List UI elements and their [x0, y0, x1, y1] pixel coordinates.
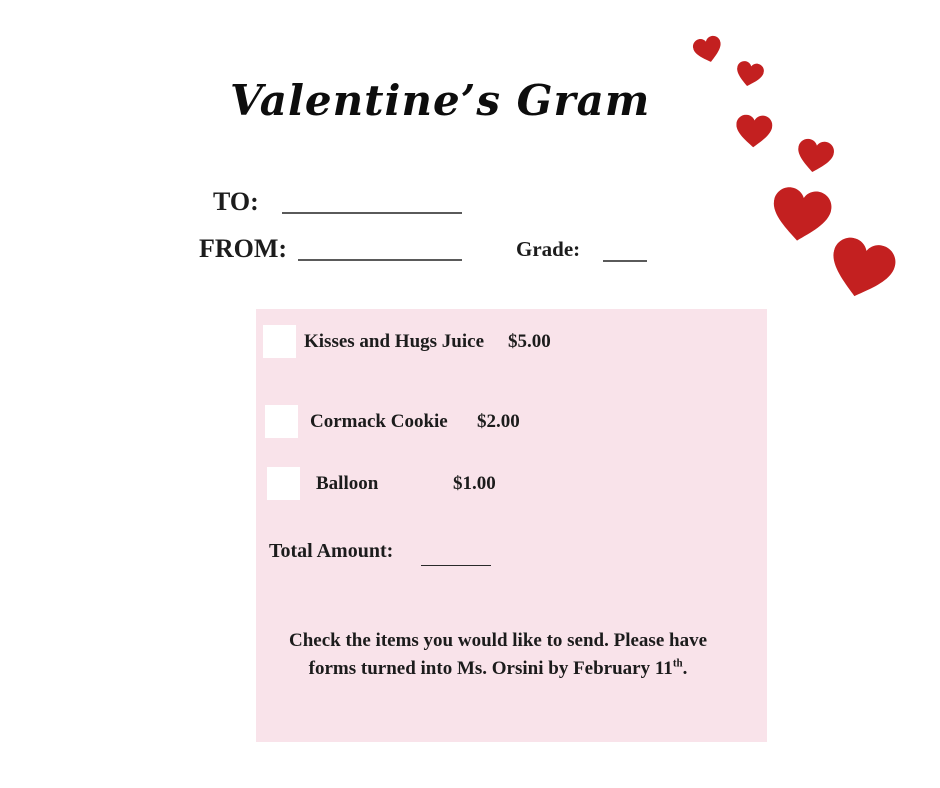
order-form-box: [256, 309, 767, 742]
heart-icon: [794, 137, 835, 176]
total-amount-input-line[interactable]: [421, 565, 491, 566]
to-input-line[interactable]: [282, 212, 462, 214]
heart-icon: [824, 234, 900, 305]
heart-icon: [734, 59, 766, 89]
item-name: Kisses and Hugs Juice: [304, 330, 485, 352]
item-checkbox-cormack-cookie[interactable]: [265, 405, 298, 438]
instructions-line1: Check the items you would like to send. Please have: [289, 630, 707, 651]
to-label: TO:: [213, 187, 259, 216]
page-title: Valentine’s Gram: [230, 76, 651, 125]
item-name: Balloon: [316, 472, 379, 494]
from-input-line[interactable]: [298, 259, 462, 261]
instructions-superscript: th: [672, 657, 683, 670]
item-row-balloon: [256, 467, 767, 500]
item-name: Cormack Cookie: [310, 410, 448, 432]
item-checkbox-kisses-and-hugs-juice[interactable]: [263, 325, 296, 358]
item-price: $5.00: [508, 330, 551, 352]
item-row-kisses-and-hugs-juice: [256, 325, 767, 358]
instructions-line2: forms turned into Ms. Orsini by February 11: [308, 657, 673, 679]
item-row-cormack-cookie: [256, 405, 767, 438]
heart-icon: [735, 114, 773, 149]
item-price: $2.00: [477, 410, 520, 432]
from-label: FROM:: [199, 234, 288, 263]
heart-icon: [768, 185, 834, 246]
heart-icon: [691, 34, 724, 66]
grade-input-line[interactable]: [603, 260, 647, 262]
grade-label: Grade:: [516, 237, 581, 261]
item-price: $1.00: [453, 472, 496, 494]
instructions-text: [264, 627, 732, 682]
instructions-period: .: [682, 657, 688, 679]
total-amount-label: Total Amount:: [269, 540, 394, 562]
item-checkbox-balloon[interactable]: [267, 467, 300, 500]
